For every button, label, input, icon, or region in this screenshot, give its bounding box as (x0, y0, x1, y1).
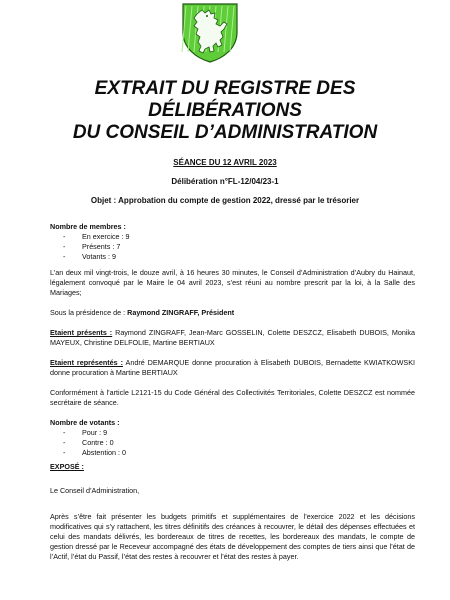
list-item: - En exercice : 9 (63, 232, 130, 241)
secretaire-paragraph: Conformément à l’article L2121-15 du Code Général des Collectivités Territoriales, Colette DESZCZ est nommée secrétaire de séance. (50, 388, 415, 407)
members-heading: Nombre de membres : (50, 222, 126, 231)
list-item: - Pour : 9 (63, 428, 108, 437)
expose-body: Après s’être fait présenter les budgets primitifs et supplémentaires de l’exercice 2022 et les décisions modificatives qui s’y rattachent, les titres définitifs des créances à recouvrer, le détail des dépenses effectuées et celui des mandats délivrés, les bordereaux de titres de recettes, les bordereaux des mandats, le compte de gestion dressé par le Receveur accompagné des états de développement des comptes de tiers ainsi que l’état de l’Actif, l’état du Passif, l’état des restes à recouvrer et l’état des restes à payer. (50, 512, 415, 561)
lion-shield-icon (180, 2, 240, 64)
list-item: - Présents : 7 (63, 242, 121, 251)
presents-paragraph (50, 328, 415, 348)
deliberation-number: Délibération n°FL-12/04/23-1 (171, 177, 279, 186)
title-line-2: DU CONSEIL D’ADMINISTRATION (72, 122, 378, 143)
presidence-prefix: Sous la présidence de : (50, 308, 128, 317)
presents-label: Etaient présents : (50, 328, 113, 337)
page-title (20, 78, 430, 144)
list-item: - Abstention : 0 (63, 448, 126, 457)
representes-paragraph (50, 358, 415, 378)
convocation-paragraph: L’an deux mil vingt-trois, le douze avril, à 16 heures 30 minutes, le Conseil d’Administration d’Aubry du Hainaut, légalement convoqué par le Maire le 04 avril 2023, s’est réuni au nombre prescrit par la loi, à la Salle des Mariages; (50, 268, 415, 297)
presidence-paragraph (50, 308, 415, 318)
president-name: Raymond ZINGRAFF, Président (127, 308, 235, 317)
representes-label: Etaient représentés : (50, 358, 123, 367)
deliberation-object: Objet : Approbation du compte de gestion 2022, dressé par le trésorier (90, 196, 360, 205)
presents-list: Raymond ZINGRAFF, Jean-Marc GOSSELIN, Colette DESZCZ, Elisabeth DUBOIS, Monika MAYEUX, Christine DELFOLIE, Martine BERTIAUX (50, 328, 415, 347)
list-item: - Contre : 0 (63, 438, 114, 447)
salutation: Le Conseil d’Administration, (50, 486, 140, 495)
representes-list: André DEMARQUE donne procuration à Elisabeth DUBOIS, Bernadette KWIATKOWSKI donne procuration à Martine BERTIAUX (50, 358, 415, 377)
members-list (63, 232, 130, 262)
list-item: - Votants : 9 (63, 252, 116, 261)
seance-date: SÉANCE DU 12 AVRIL 2023 (173, 158, 277, 167)
expose-heading: EXPOSÉ : (50, 462, 84, 471)
votes-list (63, 428, 126, 458)
votes-heading: Nombre de votants : (50, 418, 120, 427)
title-line-1: EXTRAIT DU REGISTRE DES DÉLIBÉRATIONS (94, 78, 356, 121)
